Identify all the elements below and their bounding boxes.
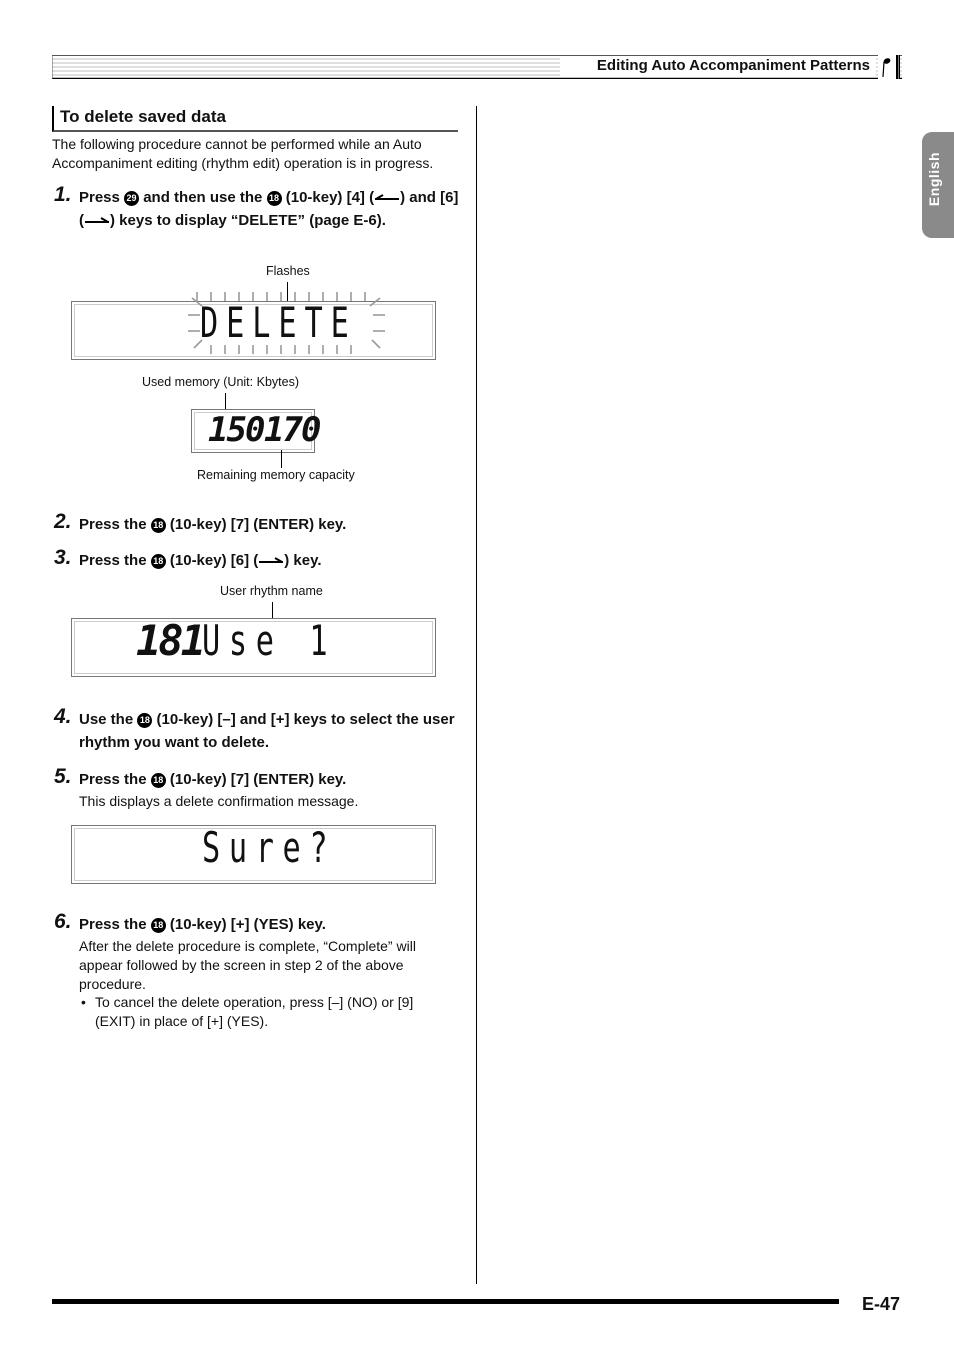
button-ref-icon: 18	[137, 713, 152, 728]
step-number: 1.	[54, 183, 72, 206]
step-text: Use the 18 (10-key) [–] and [+] keys to select the user rhythm you want to delete.	[79, 711, 455, 751]
step-number: 6.	[54, 910, 72, 933]
bullet-marker: •	[81, 994, 86, 1010]
right-arrow-icon	[84, 216, 110, 226]
language-tab-label: English	[926, 152, 942, 207]
footer-rule	[52, 1299, 839, 1304]
step-number: 2.	[54, 510, 72, 533]
step-text: Press 29 and then use the 18 (10-key) [4] ( ) and [6] ( ) keys to display “DELETE” (page E-6).	[79, 189, 459, 229]
step-text: Press the 18 (10-key) [+] (YES) key.	[79, 916, 326, 933]
step-subtext: After the delete procedure is complete, “Complete” will appear followed by the screen in step 2 of the above procedure.	[79, 938, 416, 992]
section-intro: The following procedure cannot be performed while an Auto Accompaniment editing (rhythm edit) operation is in progress.	[52, 136, 434, 171]
callout-used-memory: Used memory (Unit: Kbytes)	[142, 375, 299, 389]
lcd-rhythm-number: 181	[136, 616, 203, 665]
step-bullet: To cancel the delete operation, press [–] (NO) or [9] (EXIT) in place of [+] (YES).	[95, 994, 414, 1029]
language-tab	[922, 132, 954, 238]
button-ref-icon: 18	[151, 518, 166, 533]
lcd-used-memory: 150	[208, 410, 264, 450]
button-ref-icon: 18	[267, 191, 282, 206]
column-divider	[476, 106, 477, 1284]
lcd-delete-text: DELETE	[200, 298, 357, 347]
callout-remaining-memory: Remaining memory capacity	[197, 468, 355, 482]
page-number: E-47	[862, 1294, 901, 1314]
callout-user-rhythm-name: User rhythm name	[220, 584, 323, 598]
step-subtext: This displays a delete confirmation message.	[79, 793, 359, 809]
step-text: Press the 18 (10-key) [6] ( ) key.	[79, 552, 322, 569]
step-number: 4.	[54, 705, 72, 728]
step-text: Press the 18 (10-key) [7] (ENTER) key.	[79, 771, 347, 788]
lcd-sure-text: Sure?	[202, 823, 337, 872]
left-arrow-icon	[374, 193, 400, 203]
lcd-rhythm-name: Use 1	[202, 616, 337, 665]
right-arrow-icon	[258, 556, 284, 566]
step-number: 5.	[54, 765, 72, 788]
button-ref-icon: 18	[151, 554, 166, 569]
callout-leader	[281, 450, 282, 468]
music-note-icon	[878, 55, 900, 79]
button-ref-icon: 29	[124, 191, 139, 206]
section-heading	[52, 106, 458, 132]
button-ref-icon: 18	[151, 773, 166, 788]
header-title: Editing Auto Accompaniment Patterns	[596, 57, 870, 74]
step-text: Press the 18 (10-key) [7] (ENTER) key.	[79, 516, 347, 533]
section-heading-text: To delete saved data	[60, 107, 226, 126]
lcd-remaining-memory: 170	[264, 410, 320, 450]
button-ref-icon: 18	[151, 918, 166, 933]
step-number: 3.	[54, 546, 72, 569]
callout-flashes: Flashes	[266, 264, 310, 278]
